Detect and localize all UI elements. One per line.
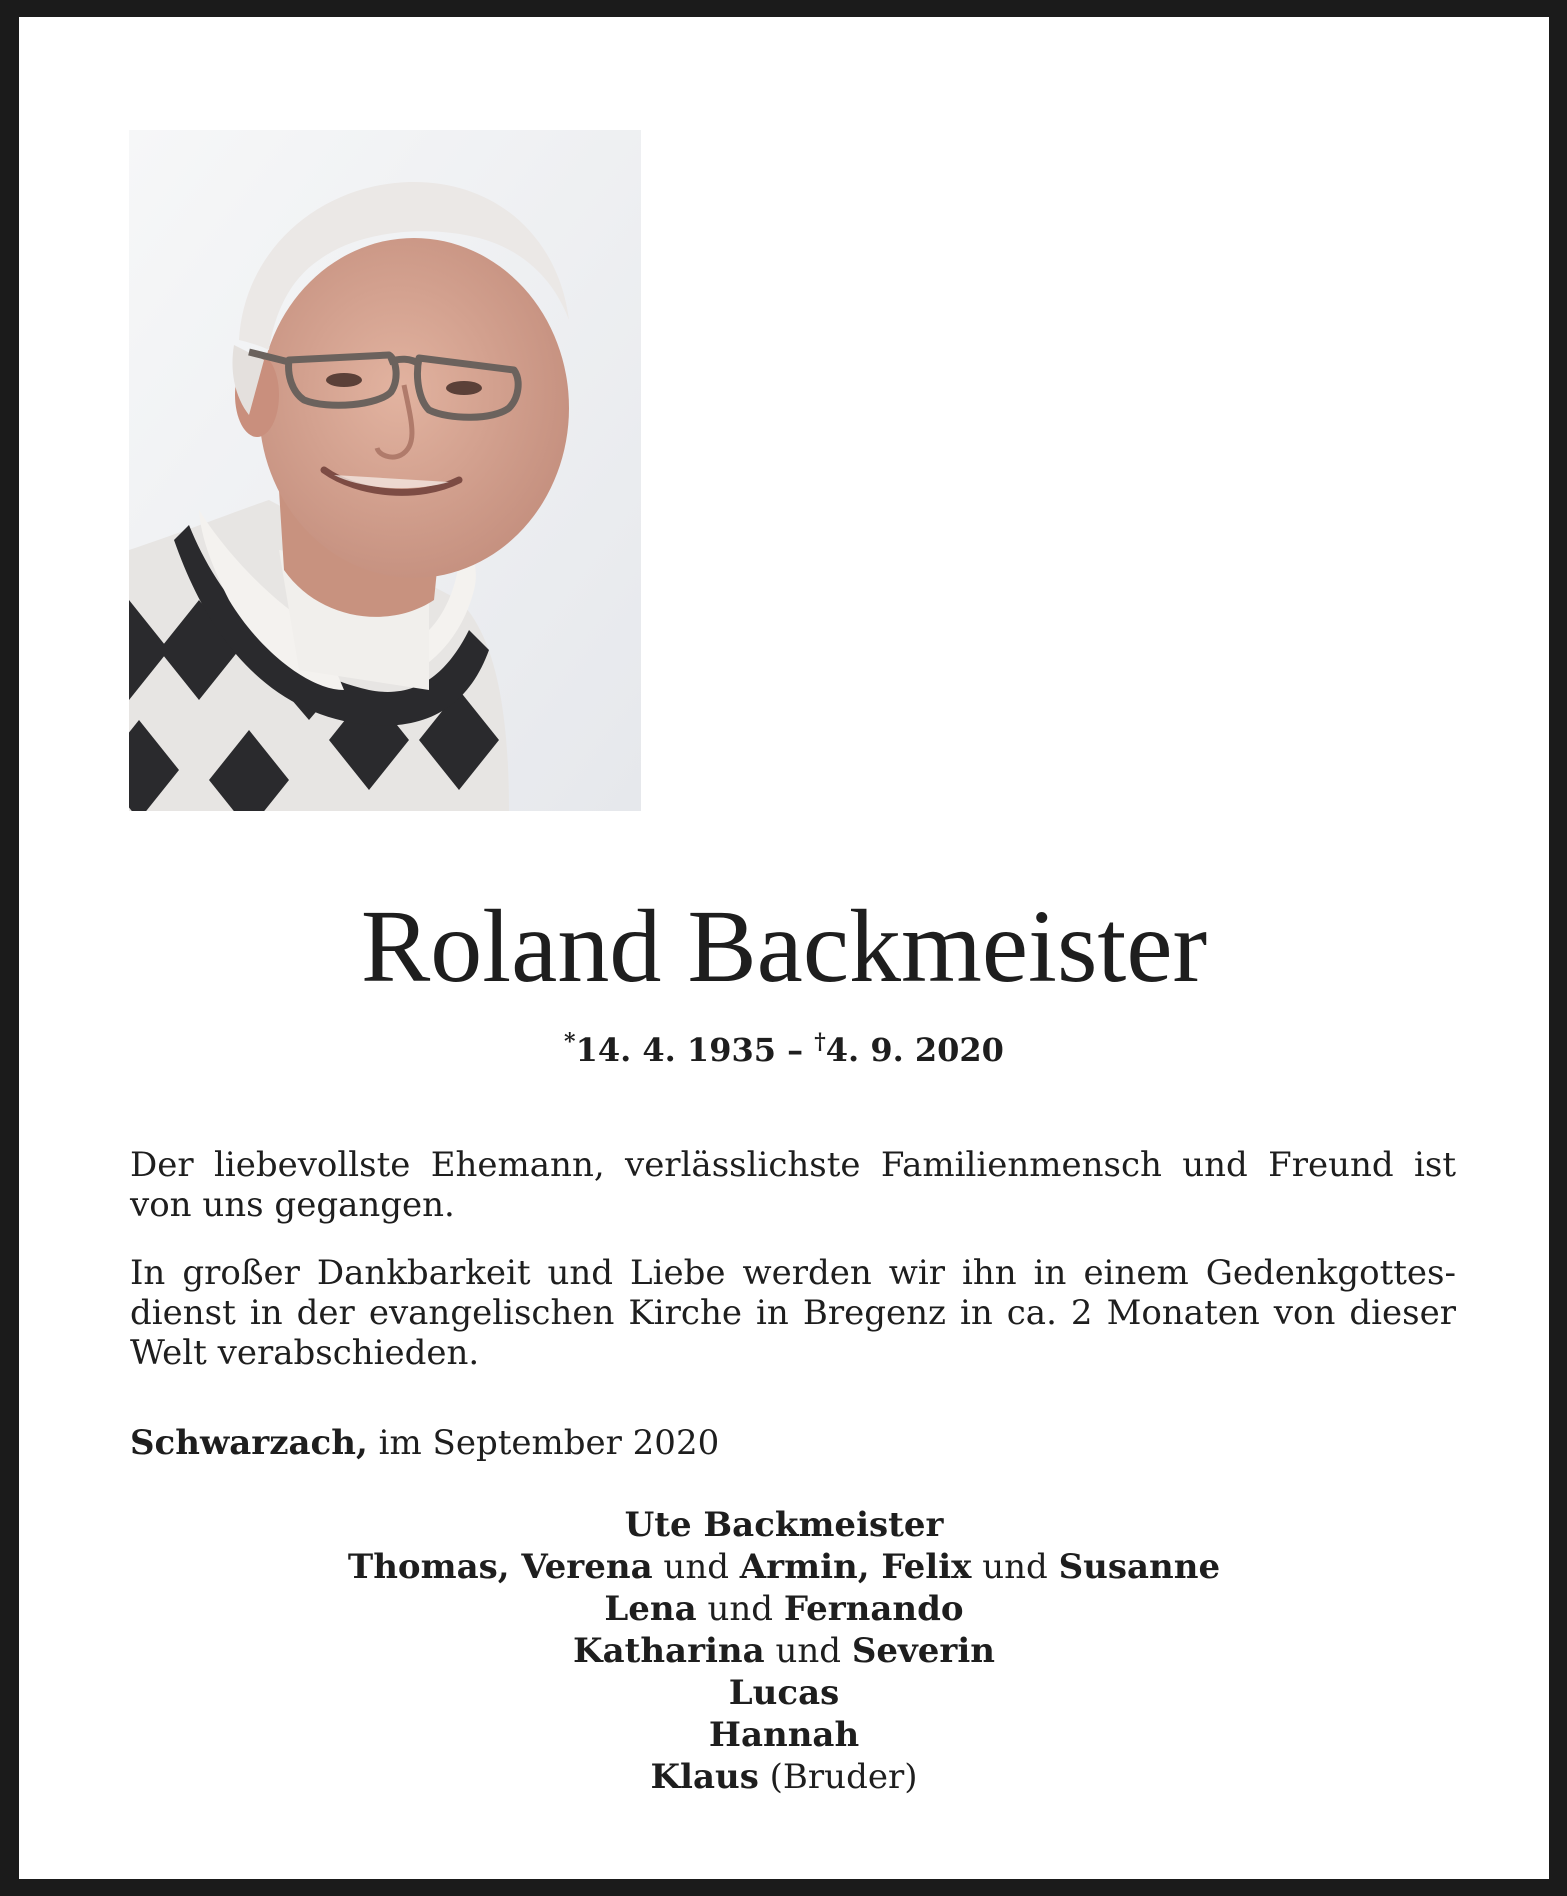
birth-asterisk-icon: * bbox=[564, 1029, 576, 1055]
conjunction: und bbox=[652, 1547, 740, 1587]
mourner-line-5 bbox=[19, 1672, 1549, 1714]
mourner-line-1 bbox=[19, 1504, 1549, 1546]
conjunction: und bbox=[764, 1631, 852, 1671]
place-date: im September 2020 bbox=[367, 1423, 720, 1463]
mourner-name: Klaus bbox=[650, 1757, 759, 1797]
mourner-line-6 bbox=[19, 1714, 1549, 1756]
mourner-name: Lena bbox=[604, 1589, 697, 1629]
portrait-illustration bbox=[129, 130, 641, 811]
mourner-name: Lucas bbox=[728, 1673, 840, 1713]
mourner-name: Fernando bbox=[783, 1589, 964, 1629]
mourner-name: Katharina bbox=[573, 1631, 765, 1671]
life-dates bbox=[19, 1020, 1549, 1072]
obituary-text-2 bbox=[130, 1253, 1456, 1373]
mourner-line-3 bbox=[19, 1588, 1549, 1630]
relation-note: (Bruder) bbox=[758, 1757, 918, 1797]
obituary-text-1 bbox=[130, 1145, 1456, 1225]
death-cross-icon: † bbox=[814, 1029, 826, 1055]
mourner-line-4 bbox=[19, 1630, 1549, 1672]
place-town: Schwarzach, bbox=[130, 1423, 368, 1463]
mourner-name: Severin bbox=[851, 1631, 995, 1671]
mourner-name: Armin, Felix bbox=[739, 1547, 972, 1587]
place-and-date bbox=[130, 1421, 719, 1465]
paragraph-2: In großer Dankbarkeit und Liebe werden wir ihn in einem Gedenkgottesdienst in der evangelischen Kirche in Bregenz in ca. 2 Monaten von dieser Welt verabschieden. bbox=[130, 1253, 1456, 1373]
mourner-name: Thomas, Verena bbox=[347, 1547, 653, 1587]
deceased-name: Roland Backmeister bbox=[360, 889, 1208, 1004]
paragraph-1: Der liebevollste Ehemann, verlässlichste Familienmensch und Freund ist von uns gegangen. bbox=[130, 1145, 1456, 1225]
mourners-list bbox=[19, 1504, 1549, 1798]
death-date: 4. 9. 2020 bbox=[825, 1031, 1004, 1069]
mourner-line-7 bbox=[19, 1756, 1549, 1798]
obituary-card bbox=[19, 17, 1549, 1879]
mourner-line-2 bbox=[19, 1546, 1549, 1588]
mourner-name: Hannah bbox=[708, 1715, 860, 1755]
date-separator: – bbox=[775, 1031, 815, 1069]
mourner-name: Ute Backmeister bbox=[624, 1505, 944, 1545]
mourner-name: Susanne bbox=[1058, 1547, 1221, 1587]
conjunction: und bbox=[696, 1589, 784, 1629]
birth-date: 14. 4. 1935 bbox=[575, 1031, 776, 1069]
conjunction: und bbox=[971, 1547, 1059, 1587]
portrait-photo bbox=[129, 130, 641, 811]
